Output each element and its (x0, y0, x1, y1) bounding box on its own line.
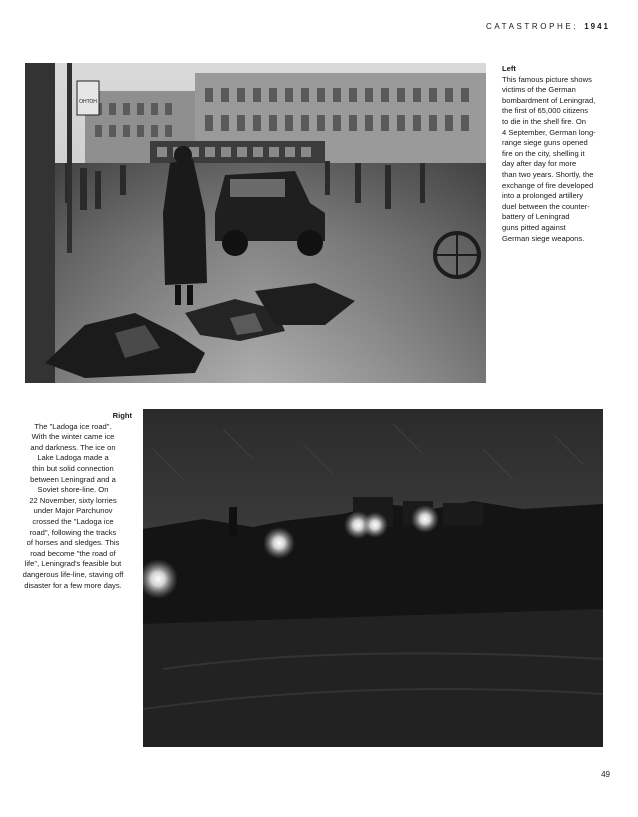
caption-left-title: Left (502, 64, 516, 73)
ladoga-ice-road-photo (143, 409, 603, 747)
caption-right-line: disaster for a few more days. (24, 580, 122, 590)
page-number: 49 (601, 770, 610, 779)
caption-left-line: bombardment of Leningrad, (502, 95, 596, 105)
caption-left-line: battery of Leningrad (502, 212, 570, 222)
caption-right-line: road become "the road of (30, 548, 116, 558)
caption-left-line: day after day for more (502, 159, 577, 169)
leningrad-bombardment-photo (25, 63, 486, 383)
caption-right-line: road", following the tracks (29, 527, 117, 537)
caption-right-line: and darkness. The ice on (30, 442, 116, 452)
caption-right-line: 22 November, sixty lorries (29, 495, 117, 505)
caption-left-line: victims of the German (502, 85, 576, 95)
caption-left-line: This famous picture shows (502, 74, 592, 84)
caption-left-line: than two years. Shortly, the (502, 169, 594, 179)
running-head-year: 1941 (584, 22, 610, 31)
caption-right-line: dangerous life-line, staving off (22, 569, 124, 579)
caption-left (502, 64, 614, 244)
running-head-section: CATASTROPHE: (485, 22, 579, 31)
caption-right (14, 411, 132, 591)
caption-right-line: thin but solid connection (32, 463, 114, 473)
running-head (486, 22, 610, 31)
caption-right-line: Soviet shore-line. On (37, 485, 109, 495)
caption-left-line: to die in the shell fire. On (502, 116, 586, 126)
caption-right-line: The "Ladoga ice road". (34, 421, 112, 431)
caption-right-line: of horses and sledges. This (26, 538, 120, 548)
caption-right-line: With the winter came ice (31, 432, 115, 442)
caption-right-title: Right (112, 411, 132, 420)
caption-left-line: into a prolonged artillery (502, 191, 584, 201)
caption-right-line: between Leningrad and a (30, 474, 116, 484)
caption-right-line: life", Leningrad's feasible but (24, 559, 122, 569)
caption-right-line: crossed the "Ladoga ice (32, 516, 114, 526)
caption-left-line: exchange of fire developed (502, 180, 594, 190)
caption-right-line: under Major Parchunov (33, 506, 113, 516)
caption-left-line: German siege weapons. (502, 233, 585, 243)
street-sign-text: OНТОН (79, 99, 97, 105)
leningrad-bombardment-image (25, 63, 486, 383)
caption-right-line: Lake Ladoga made a (37, 453, 109, 463)
caption-left-line: fire on the city, shelling it (502, 148, 585, 158)
caption-left-line: the first of 65,000 citizens (502, 106, 589, 116)
caption-left-line: guns pitted against (502, 222, 566, 232)
caption-left-line: 4 September, German long- (502, 127, 596, 137)
caption-left-line: duel between the counter- (502, 201, 590, 211)
caption-left-line: range siege guns opened (502, 138, 588, 148)
ladoga-ice-road-image (143, 409, 603, 747)
